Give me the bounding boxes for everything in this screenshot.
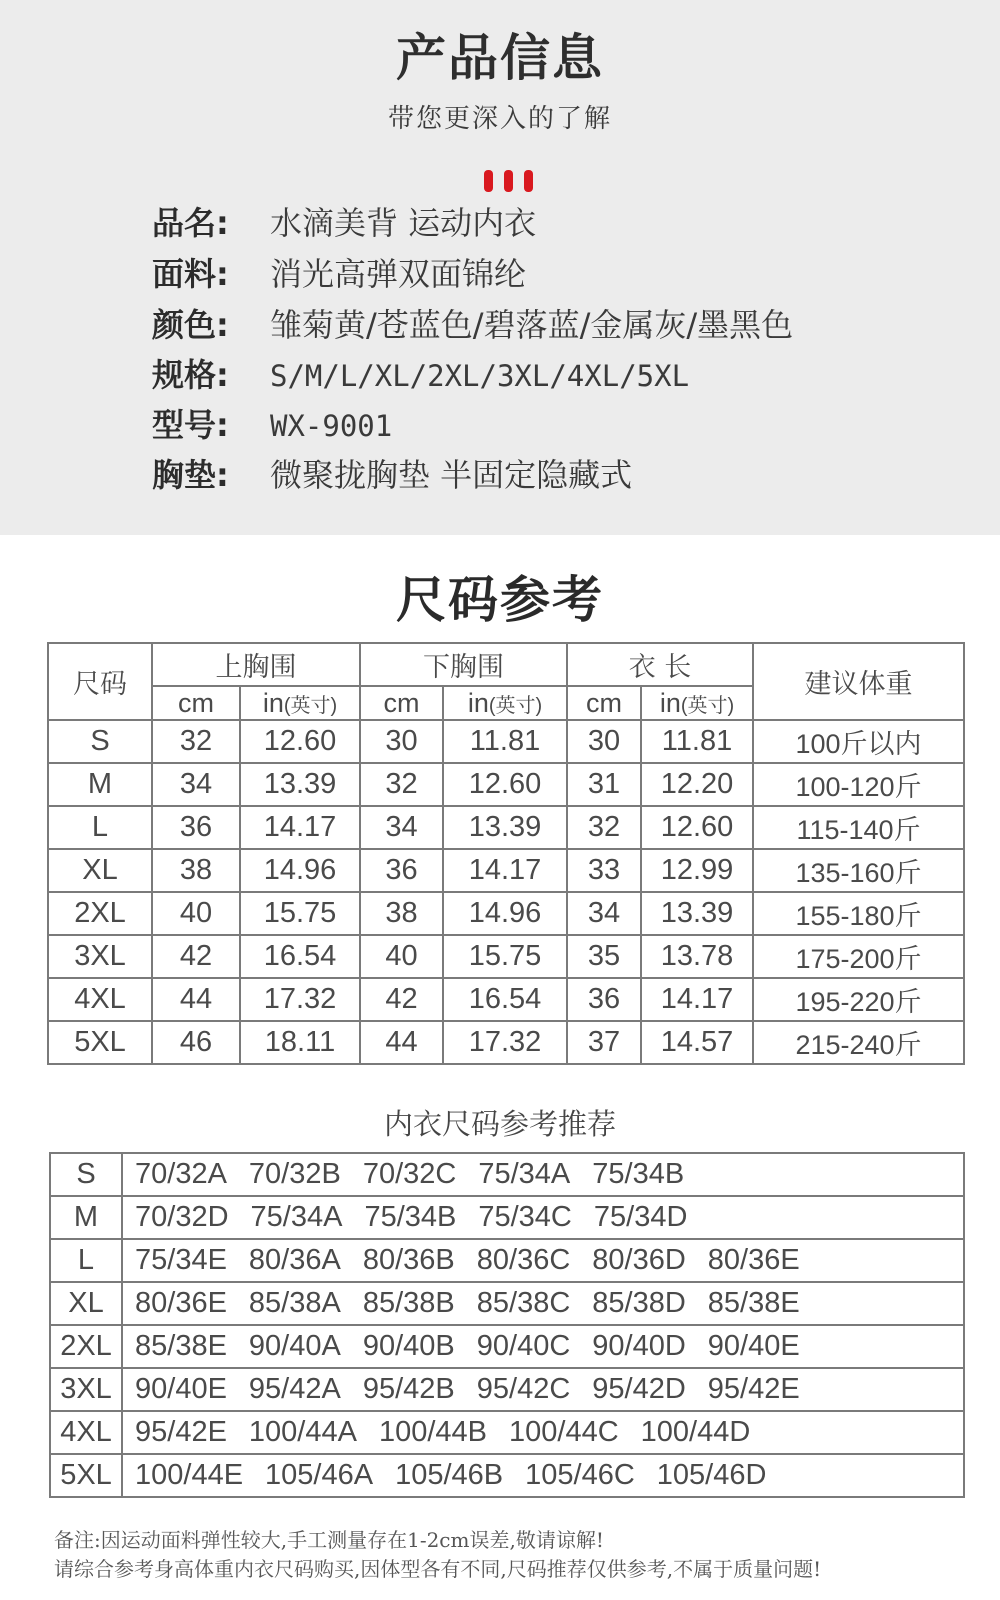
size-chart-body xyxy=(48,720,964,1064)
recommendation-row xyxy=(50,1153,964,1196)
bra-size-code: 100/44B xyxy=(378,1416,488,1448)
field-label: 面料: xyxy=(152,255,229,293)
measure-cell: 17.32 xyxy=(240,978,360,1021)
recommendation-row xyxy=(50,1411,964,1454)
measure-cell: 12.60 xyxy=(641,806,753,849)
unit-cm: cm xyxy=(360,686,443,720)
unit-in xyxy=(443,686,567,720)
weight-cell: 100斤以内 xyxy=(753,720,964,763)
measure-cell: 16.54 xyxy=(240,935,360,978)
bra-size-code: 80/36B xyxy=(362,1244,455,1276)
measure-cell: 40 xyxy=(152,892,240,935)
measure-cell: 42 xyxy=(152,935,240,978)
bra-size-code: 90/40C xyxy=(476,1330,571,1362)
note-line-1: 备注:因运动面料弹性较大,手工测量存在1-2cm误差,敬请谅解! xyxy=(54,1528,604,1552)
red-dot xyxy=(484,170,493,192)
unit-in-label: in xyxy=(467,687,489,718)
field-label: 胸垫: xyxy=(152,456,229,494)
measure-cell: 34 xyxy=(152,763,240,806)
measure-cell: 37 xyxy=(567,1021,641,1064)
measure-cell: 33 xyxy=(567,849,641,892)
field-fabric xyxy=(152,249,526,295)
size-row xyxy=(48,978,964,1021)
red-dot xyxy=(504,170,513,192)
unit-in-note: (英寸) xyxy=(283,694,338,717)
field-product-name xyxy=(152,198,536,244)
field-color xyxy=(152,300,793,346)
field-value: WX-9001 xyxy=(270,409,393,443)
bra-size-code: 95/42A xyxy=(248,1373,341,1405)
bra-size-code: 90/40E xyxy=(135,1373,227,1405)
measure-cell: 12.20 xyxy=(641,763,753,806)
measure-cell: 34 xyxy=(567,892,641,935)
product-info-subtitle: 带您更深入的了解 xyxy=(387,104,612,134)
recommendation-codes xyxy=(122,1454,964,1497)
recommendation-size: S xyxy=(50,1153,122,1196)
bra-size-code: 85/38B xyxy=(362,1287,455,1319)
recommendation-body xyxy=(50,1153,964,1497)
recommendation-row xyxy=(50,1325,964,1368)
bra-size-code: 75/34D xyxy=(593,1201,688,1233)
weight-cell: 100-120斤 xyxy=(753,763,964,806)
bra-size-code: 75/34A xyxy=(250,1201,343,1233)
recommendation-row xyxy=(50,1368,964,1411)
measure-cell: 11.81 xyxy=(641,720,753,763)
bra-size-code: 95/42B xyxy=(362,1373,455,1405)
recommendation-size: 2XL xyxy=(50,1325,122,1368)
recommendation-codes xyxy=(122,1196,964,1239)
bra-size-code: 85/38C xyxy=(476,1287,571,1319)
measure-cell: 36 xyxy=(360,849,443,892)
size-row xyxy=(48,1021,964,1064)
decorative-dots-icon xyxy=(484,170,544,192)
bra-size-code: 75/34B xyxy=(364,1201,457,1233)
measure-cell: 18.11 xyxy=(240,1021,360,1064)
measure-cell: 15.75 xyxy=(443,935,567,978)
measure-cell: 14.17 xyxy=(641,978,753,1021)
measure-cell: 34 xyxy=(360,806,443,849)
size-chart-header-row xyxy=(48,643,964,686)
measure-cell: 14.96 xyxy=(443,892,567,935)
red-dot xyxy=(524,170,533,192)
size-label-cell: M xyxy=(48,763,152,806)
measure-cell: 12.99 xyxy=(641,849,753,892)
bra-size-code: 90/40B xyxy=(362,1330,455,1362)
measure-cell: 13.39 xyxy=(240,763,360,806)
measure-cell: 32 xyxy=(567,806,641,849)
size-label-cell: XL xyxy=(48,849,152,892)
bra-size-code: 105/46C xyxy=(525,1459,635,1491)
bra-size-code: 80/36E xyxy=(135,1287,227,1319)
weight-cell: 215-240斤 xyxy=(753,1021,964,1064)
bra-size-code: 105/46A xyxy=(265,1459,374,1491)
bra-size-code: 100/44C xyxy=(509,1416,619,1448)
field-spec xyxy=(152,350,689,396)
measure-cell: 32 xyxy=(152,720,240,763)
field-label: 规格: xyxy=(152,356,229,394)
weight-cell: 115-140斤 xyxy=(753,806,964,849)
measure-cell: 13.78 xyxy=(641,935,753,978)
field-pad xyxy=(152,450,632,496)
field-value: 微聚拢胸垫 半固定隐藏式 xyxy=(270,456,633,494)
unit-in-label: in xyxy=(262,687,284,718)
header-upper-bust: 上胸围 xyxy=(152,643,360,686)
unit-in xyxy=(641,686,753,720)
bra-size-code: 85/38D xyxy=(592,1287,686,1319)
measure-cell: 40 xyxy=(360,935,443,978)
size-label-cell: L xyxy=(48,806,152,849)
recommendation-codes xyxy=(122,1239,964,1282)
field-label: 品名: xyxy=(152,204,229,242)
bra-size-code: 100/44A xyxy=(248,1416,357,1448)
field-value: S/M/L/XL/2XL/3XL/4XL/5XL xyxy=(270,359,690,393)
weight-cell: 135-160斤 xyxy=(753,849,964,892)
recommendation-codes xyxy=(122,1325,964,1368)
size-row xyxy=(48,892,964,935)
measure-cell: 32 xyxy=(360,763,443,806)
measure-cell: 12.60 xyxy=(240,720,360,763)
unit-in xyxy=(240,686,360,720)
size-chart-table xyxy=(47,642,965,1065)
size-row xyxy=(48,849,964,892)
size-row xyxy=(48,720,964,763)
measure-cell: 36 xyxy=(567,978,641,1021)
measure-cell: 13.39 xyxy=(443,806,567,849)
measure-cell: 44 xyxy=(152,978,240,1021)
measure-cell: 15.75 xyxy=(240,892,360,935)
measure-cell: 12.60 xyxy=(443,763,567,806)
recommendation-row xyxy=(50,1196,964,1239)
measure-cell: 14.17 xyxy=(240,806,360,849)
bra-size-code: 105/46B xyxy=(395,1459,504,1491)
bra-size-code: 80/36A xyxy=(248,1244,341,1276)
measure-cell: 14.96 xyxy=(240,849,360,892)
weight-cell: 175-200斤 xyxy=(753,935,964,978)
bra-size-code: 75/34E xyxy=(135,1244,227,1276)
size-label-cell: 5XL xyxy=(48,1021,152,1064)
bra-size-code: 90/40D xyxy=(592,1330,686,1362)
product-info-section xyxy=(0,0,1000,535)
measure-cell: 30 xyxy=(567,720,641,763)
field-value: 雏菊黄/苍蓝色/碧落蓝/金属灰/墨黑色 xyxy=(270,306,794,344)
measure-cell: 14.57 xyxy=(641,1021,753,1064)
bra-size-code: 90/40A xyxy=(248,1330,341,1362)
header-weight: 建议体重 xyxy=(753,643,964,720)
recommendation-codes xyxy=(122,1282,964,1325)
bra-size-code: 80/36D xyxy=(592,1244,686,1276)
measure-cell: 30 xyxy=(360,720,443,763)
bra-size-code: 80/36C xyxy=(476,1244,571,1276)
field-value: 水滴美背 运动内衣 xyxy=(270,204,537,242)
recommendation-size: 3XL xyxy=(50,1368,122,1411)
measure-cell: 38 xyxy=(152,849,240,892)
field-model xyxy=(152,400,392,446)
measure-cell: 46 xyxy=(152,1021,240,1064)
unit-cm: cm xyxy=(152,686,240,720)
recommendation-size: 5XL xyxy=(50,1454,122,1497)
field-label: 型号: xyxy=(152,406,229,444)
product-info-title: 产品信息 xyxy=(396,29,604,87)
bra-size-code: 75/34A xyxy=(478,1158,571,1190)
measure-cell: 11.81 xyxy=(443,720,567,763)
bra-size-code: 95/42C xyxy=(476,1373,571,1405)
bra-size-code: 85/38A xyxy=(248,1287,341,1319)
field-label: 颜色: xyxy=(152,306,229,344)
bra-size-code: 70/32A xyxy=(135,1158,227,1190)
bra-size-code: 70/32B xyxy=(248,1158,341,1190)
unit-cm: cm xyxy=(567,686,641,720)
recommendation-codes xyxy=(122,1153,964,1196)
recommendation-size: L xyxy=(50,1239,122,1282)
measure-cell: 31 xyxy=(567,763,641,806)
recommendation-size: XL xyxy=(50,1282,122,1325)
bra-size-code: 75/34C xyxy=(478,1201,572,1233)
measure-cell: 17.32 xyxy=(443,1021,567,1064)
recommendation-codes xyxy=(122,1411,964,1454)
measure-cell: 42 xyxy=(360,978,443,1021)
size-row xyxy=(48,935,964,978)
bra-size-code: 100/44E xyxy=(135,1459,244,1491)
unit-in-label: in xyxy=(659,687,681,718)
size-label-cell: 2XL xyxy=(48,892,152,935)
bra-size-code: 95/42E xyxy=(707,1373,800,1405)
recommendation-codes xyxy=(122,1368,964,1411)
field-value: 消光高弹双面锦纶 xyxy=(270,255,527,293)
weight-cell: 155-180斤 xyxy=(753,892,964,935)
size-label-cell: 4XL xyxy=(48,978,152,1021)
measure-cell: 13.39 xyxy=(641,892,753,935)
bra-size-code: 100/44D xyxy=(640,1416,751,1448)
measure-cell: 35 xyxy=(567,935,641,978)
bra-size-code: 95/42E xyxy=(135,1416,227,1448)
size-chart-title: 尺码参考 xyxy=(396,571,604,629)
bra-size-code: 80/36E xyxy=(707,1244,800,1276)
bra-size-code: 85/38E xyxy=(135,1330,227,1362)
measure-cell: 44 xyxy=(360,1021,443,1064)
recommendation-row xyxy=(50,1239,964,1282)
bra-size-code: 70/32C xyxy=(362,1158,457,1190)
recommendation-title: 内衣尺码参考推荐 xyxy=(383,1107,616,1141)
recommendation-size: M xyxy=(50,1196,122,1239)
recommendation-row xyxy=(50,1454,964,1497)
measure-cell: 14.17 xyxy=(443,849,567,892)
measure-cell: 16.54 xyxy=(443,978,567,1021)
recommendation-table xyxy=(49,1152,965,1498)
bra-size-code: 85/38E xyxy=(707,1287,800,1319)
measure-cell: 36 xyxy=(152,806,240,849)
size-row xyxy=(48,763,964,806)
bra-size-code: 70/32D xyxy=(135,1201,229,1233)
bra-size-code: 105/46D xyxy=(656,1459,767,1491)
weight-cell: 195-220斤 xyxy=(753,978,964,1021)
recommendation-size: 4XL xyxy=(50,1411,122,1454)
bra-size-code: 75/34B xyxy=(592,1158,685,1190)
size-label-cell: 3XL xyxy=(48,935,152,978)
recommendation-row xyxy=(50,1282,964,1325)
header-length: 衣 长 xyxy=(567,643,753,686)
note-line-2: 请综合参考身高体重内衣尺码购买,因体型各有不同,尺码推荐仅供参考,不属于质量问题! xyxy=(54,1557,822,1581)
size-row xyxy=(48,806,964,849)
measure-cell: 38 xyxy=(360,892,443,935)
size-label-cell: S xyxy=(48,720,152,763)
unit-in-note: (英寸) xyxy=(680,694,735,717)
bra-size-code: 90/40E xyxy=(707,1330,800,1362)
header-size: 尺码 xyxy=(48,643,152,720)
bra-size-code: 95/42D xyxy=(592,1373,686,1405)
header-under-bust: 下胸围 xyxy=(360,643,567,686)
unit-in-note: (英寸) xyxy=(488,694,543,717)
